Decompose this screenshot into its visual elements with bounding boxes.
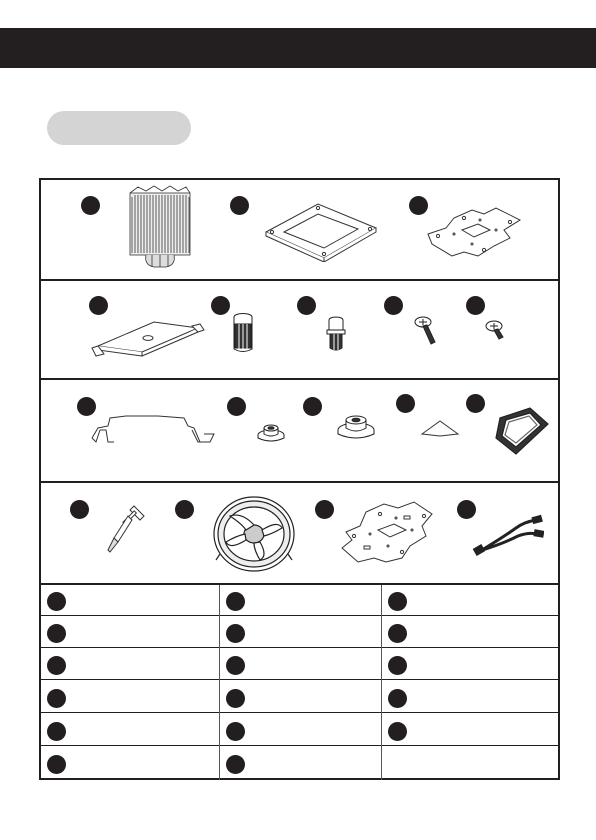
part-number-badge [303, 397, 322, 416]
part-number-badge [211, 296, 230, 315]
parts-list-cell [41, 748, 219, 779]
y-splitter-cable-icon [472, 508, 544, 560]
parts-list-cell [220, 617, 381, 648]
parts-list-cell [41, 617, 219, 648]
parts-list-cell [41, 585, 219, 616]
header-bar [0, 28, 596, 68]
part-number-badge [47, 755, 66, 774]
parts-list-cell [382, 682, 558, 713]
part-number-badge [297, 296, 316, 315]
part-number-badge [466, 394, 485, 413]
part-number-badge [81, 196, 100, 215]
fan-clip-icon [88, 412, 218, 446]
part-number-badge [388, 656, 407, 675]
backplate-alt-icon [340, 500, 436, 566]
fan-icon [212, 494, 296, 574]
part-number-badge [47, 656, 66, 675]
mount-bracket-square-icon [494, 404, 550, 456]
part-number-badge [47, 689, 66, 708]
screw-short-icon [484, 318, 506, 342]
part-number-badge [388, 689, 407, 708]
parts-list-cell [220, 748, 381, 779]
parts-list-cell [382, 585, 558, 616]
parts-list-cell [41, 715, 219, 746]
parts-list-cell [382, 715, 558, 746]
screw-long-icon [413, 314, 439, 348]
mounting-bar-icon [90, 312, 206, 360]
mounting-frame-icon [262, 198, 380, 262]
parts-list-cell [220, 585, 381, 616]
part-number-badge [47, 722, 66, 741]
part-number-badge [47, 592, 66, 611]
spacer-small-icon [256, 420, 286, 442]
part-number-badge [226, 689, 245, 708]
parts-list-cell [220, 649, 381, 680]
section-title-pill [47, 111, 191, 145]
row-divider [39, 378, 560, 380]
thermal-pad-triangle-icon [420, 418, 460, 438]
part-number-badge [47, 624, 66, 643]
part-number-badge [230, 196, 249, 215]
parts-list-cell [41, 682, 219, 713]
parts-list-cell [382, 617, 558, 648]
part-number-badge [226, 755, 245, 774]
backplate-icon [424, 200, 524, 262]
part-number-badge [388, 592, 407, 611]
row-divider [39, 279, 560, 281]
part-number-badge [226, 624, 245, 643]
parts-list-cell [220, 715, 381, 746]
spacer-large-icon [336, 410, 376, 442]
part-number-badge [227, 397, 246, 416]
heatsink-icon [124, 183, 196, 271]
parts-list-cell [220, 682, 381, 713]
standoff-large-icon [232, 312, 254, 354]
part-number-badge [466, 296, 485, 315]
part-number-badge [388, 722, 407, 741]
part-number-badge [226, 722, 245, 741]
row-divider [39, 481, 560, 483]
parts-list-cell [41, 649, 219, 680]
part-number-badge [70, 500, 89, 519]
part-number-badge [388, 624, 407, 643]
standoff-small-icon [326, 316, 346, 352]
part-number-badge [315, 500, 334, 519]
part-number-badge [226, 592, 245, 611]
thermal-paste-syringe-icon [104, 504, 150, 556]
part-number-badge [175, 500, 194, 519]
parts-list-cell [382, 649, 558, 680]
part-number-badge [384, 296, 403, 315]
part-number-badge [396, 394, 415, 413]
part-number-badge [226, 656, 245, 675]
